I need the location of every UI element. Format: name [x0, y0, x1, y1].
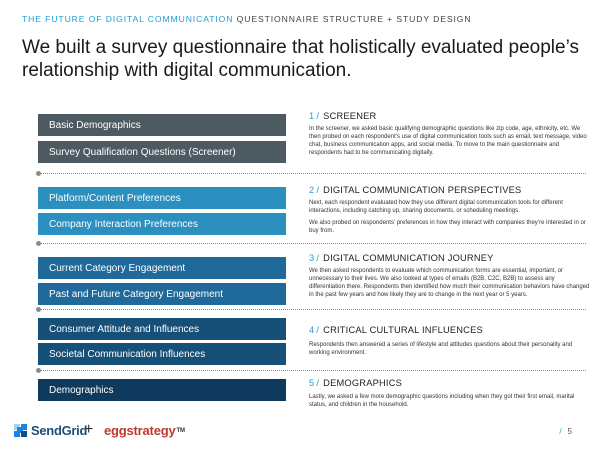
bar-company-interaction: Company Interaction Preferences — [38, 213, 286, 235]
section-title-perspectives: 2 / DIGITAL COMMUNICATION PERSPECTIVES — [309, 185, 522, 195]
bar-demographics: Demographics — [38, 379, 286, 401]
header-subtitle: QUESTIONNAIRE STRUCTURE + STUDY DESIGN — [236, 14, 472, 24]
header-topic: THE FUTURE OF DIGITAL COMMUNICATION — [22, 14, 234, 24]
eggstrategy-logo — [104, 423, 185, 438]
page-slash: / — [559, 427, 562, 436]
plus-sign: + — [84, 421, 94, 438]
section-description: Next, each respondent evaluated how they use different digital communication tools for different interactions, including catching up, sharing documents, or scheduling meetings. — [309, 200, 563, 214]
section-number: 3 — [309, 253, 315, 263]
section-label: DIGITAL COMMUNICATION PERSPECTIVES — [323, 185, 522, 195]
section-number: 4 — [309, 325, 315, 335]
section-title-cultural: 4 / CRITICAL CULTURAL INFLUENCES — [309, 325, 483, 335]
section-label: DIGITAL COMMUNICATION JOURNEY — [323, 253, 494, 263]
section-divider — [38, 370, 586, 371]
section-description: We then asked respondents to evaluate which communication forms are essential, important, or unnecessary to their lives. We also looked at types of emails (B2B, C2C, B2B) to assess any differentiation there. Respondents then identified how much their communication behaviors have changed in the past few years and how likely they are to change in the next year or 5 years. — [309, 268, 590, 298]
section-title-demographics: 5 / DEMOGRAPHICS — [309, 378, 403, 388]
section-title-screener: 1 / SCREENER — [309, 111, 377, 121]
section-title-journey: 3 / DIGITAL COMMUNICATION JOURNEY — [309, 253, 494, 263]
page-title: We built a survey questionnaire that holistically evaluated people’s relationship with digital communication. — [22, 37, 579, 81]
bar-basic-demographics: Basic Demographics — [38, 114, 286, 136]
divider-dot — [36, 307, 41, 312]
sendgrid-mark-icon — [14, 424, 27, 437]
section-label: SCREENER — [323, 111, 377, 121]
section-number: 1 — [309, 111, 315, 121]
page-number-value: 5 — [567, 427, 572, 436]
divider-dot — [36, 241, 41, 246]
divider-dot — [36, 171, 41, 176]
trademark-mark: TM — [176, 427, 185, 434]
bar-platform-content: Platform/Content Preferences — [38, 187, 286, 209]
section-description: Respondents then answered a series of lifestyle and attitudes questions about their personality and working environment. — [309, 342, 573, 356]
bar-survey-qualification: Survey Qualification Questions (Screener) — [38, 141, 286, 163]
slide-header — [22, 14, 471, 24]
page-number — [559, 427, 572, 436]
section-divider — [38, 243, 586, 244]
section-number: 5 — [309, 378, 315, 388]
eggstrategy-wordmark: eggstrategy — [104, 423, 176, 438]
section-label: CRITICAL CULTURAL INFLUENCES — [323, 325, 483, 335]
sendgrid-logo — [14, 423, 87, 438]
section-divider — [38, 173, 586, 174]
section-number: 2 — [309, 185, 315, 195]
section-description: In the screener, we asked basic qualifying demographic questions like zip code, age, ethnicity, etc. We then probed on each respondent’s use of digital communication tools such as email, text message, video chat, business communication apps, and social media. To move to the main questionnaire and respondents had to be communicating digitally. — [309, 126, 587, 156]
bar-current-category: Current Category Engagement — [38, 257, 286, 279]
divider-dot — [36, 368, 41, 373]
bar-past-future-category: Past and Future Category Engagement — [38, 283, 286, 305]
bar-societal-communication: Societal Communication Influences — [38, 343, 286, 365]
section-description: We also probed on respondents’ preferences in how they interact with companies they’re interested in or buy from. — [309, 220, 586, 234]
section-label: DEMOGRAPHICS — [323, 378, 403, 388]
section-description: Lastly, we asked a few more demographic questions including when they got their first email, marital status, and children in the household. — [309, 394, 575, 408]
sendgrid-wordmark: SendGrid — [31, 423, 88, 438]
bar-consumer-attitude: Consumer Attitude and Influences — [38, 318, 286, 340]
section-divider — [38, 309, 586, 310]
